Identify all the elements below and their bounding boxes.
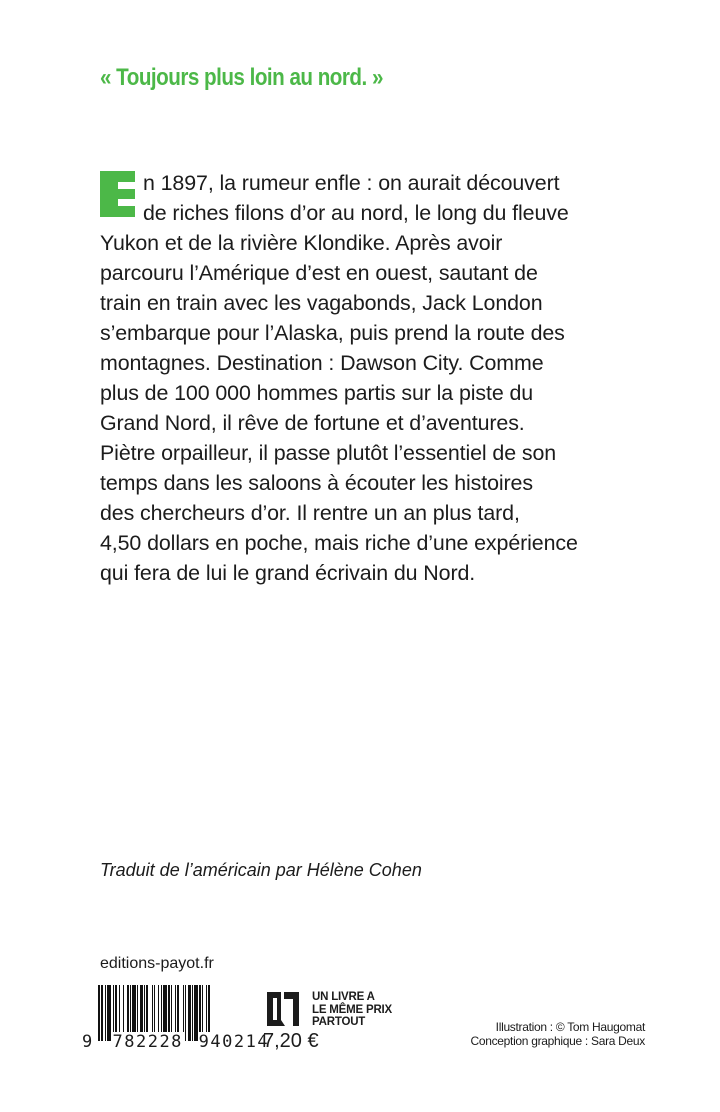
prix-unique-line: LE MÊME PRIX [312,1003,393,1016]
blurb-line: Piètre orpailleur, il passe plutôt l’essentiel de son [100,441,557,465]
livre-prix-unique-icon [265,990,303,1028]
blurb-line: n 1897, la rumeur enfle : on aurait découvert [143,171,560,195]
design-credit: Conception graphique : Sara Deux [470,1034,645,1048]
blurb-line: plus de 100 000 hommes partis sur la piste du [100,381,534,405]
blurb-text [100,168,620,588]
blurb-line: temps dans les saloons à écouter les histoires [100,471,533,495]
blurb-line: 4,50 dollars en poche, mais riche d’une expérience [100,531,578,555]
blurb-line: train en train avec les vagabonds, Jack London [100,291,543,315]
blurb-line: des chercheurs d’or. Il rentre un an plus tard, [100,501,520,525]
blurb-line: Grand Nord, il rêve de fortune et d’aventures. [100,411,525,435]
isbn-group-1: 782228 [112,1032,183,1052]
isbn-number [82,1032,270,1052]
prix-unique-line: PARTOUT [312,1016,366,1028]
blurb-line: parcouru l’Amérique d’est en ouest, sautant de [100,261,538,285]
credits [470,1020,645,1048]
blurb-line: de riches filons d’or au nord, le long du fleuve [143,201,569,225]
blurb-line: qui fera de lui le grand écrivain du Nord. [100,561,476,585]
prix-unique-label [312,991,392,1029]
price: 7,20 € [263,1030,319,1052]
tagline-quote: « Toujours plus loin au nord. » [100,64,383,91]
blurb-line: s’embarque pour l’Alaska, puis prend la route des [100,321,565,345]
prix-unique-line: UN LIVRE A [312,991,375,1003]
blurb-line: montagnes. Destination : Dawson City. Comme [100,351,544,375]
isbn-first-digit: 9 [82,1032,94,1052]
translator-credit: Traduit de l’américain par Hélène Cohen [100,860,422,880]
publisher-website: editions-payot.fr [100,955,214,972]
blurb-line: Yukon et de la rivière Klondike. Après avoir [100,231,503,255]
illustration-credit: Illustration : © Tom Haugomat [495,1020,645,1034]
isbn-group-2: 940214 [198,1032,270,1052]
